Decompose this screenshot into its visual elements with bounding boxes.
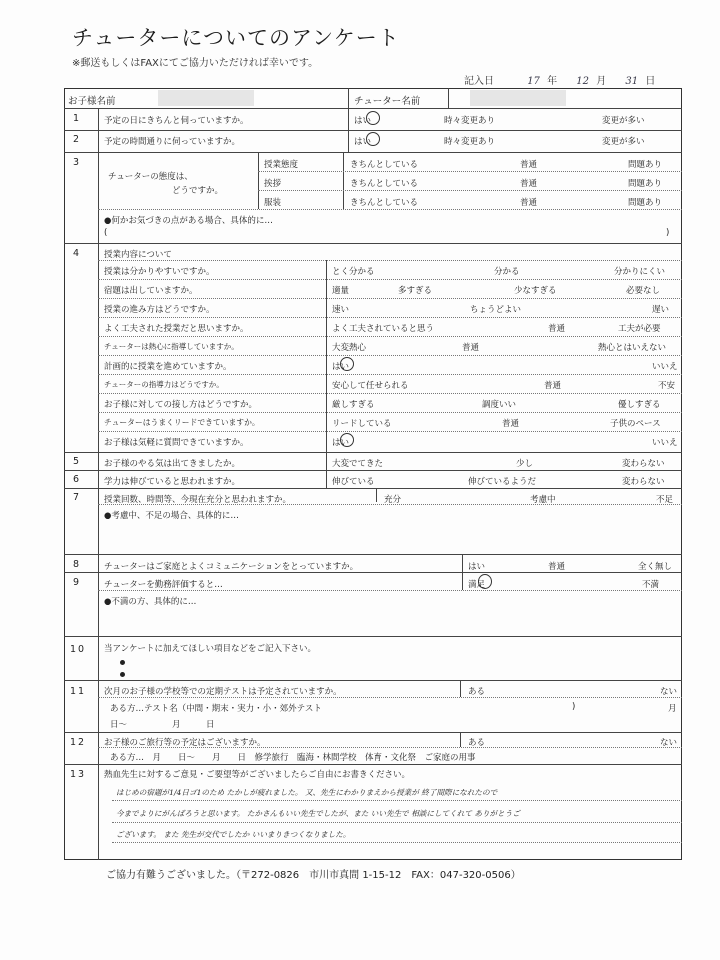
q9-option[interactable]: 不満 xyxy=(642,580,660,590)
q11-option-yes[interactable]: ある xyxy=(468,687,486,697)
q3-row-option[interactable]: 普通 xyxy=(520,198,538,208)
q4-question: お子様は気軽に質問できていますか。 xyxy=(104,438,249,448)
selection-circle xyxy=(366,132,380,146)
q4-question: よく工夫された授業だと思いますか。 xyxy=(104,324,249,334)
q4-option[interactable]: 子供のペース xyxy=(610,419,661,429)
q4-option[interactable]: 不安 xyxy=(658,381,676,391)
q9-question: チューターを勤務評価すると… xyxy=(104,580,223,590)
q4-option[interactable]: 普通 xyxy=(462,343,480,353)
bullet-point xyxy=(120,672,125,677)
q3-row-option[interactable]: 問題あり xyxy=(628,198,663,208)
q4-option[interactable]: ちょうどよい xyxy=(470,305,522,315)
q4-question: 宿題は出していますか。 xyxy=(104,286,198,296)
q4-option[interactable]: リードしている xyxy=(332,419,392,429)
q2-question: 予定の時間通りに伺っていますか。 xyxy=(104,137,241,147)
q9-option[interactable]: 満足 xyxy=(468,580,486,590)
q4-option[interactable]: いいえ xyxy=(652,362,678,372)
q3-question-line2: どうですか。 xyxy=(172,186,224,196)
q5-option[interactable]: 大変でてきた xyxy=(332,459,384,469)
q6-option[interactable]: 伸びている xyxy=(332,477,375,487)
q11-number: 11 xyxy=(70,686,87,697)
q6-option[interactable]: 伸びているようだ xyxy=(468,477,537,487)
q4-option[interactable]: 速い xyxy=(332,305,350,315)
q1-option-sometimes[interactable]: 時々変更あり xyxy=(444,116,496,126)
q3-row-option[interactable]: 問題あり xyxy=(628,179,663,189)
q12-question: お子様のご旅行等の予定はございますか。 xyxy=(104,738,266,748)
q4-option[interactable]: 大変熱心 xyxy=(332,343,367,353)
q7-option[interactable]: 考慮中 xyxy=(530,495,556,505)
q7-number: 7 xyxy=(73,492,80,503)
q13-comment-line: はじめの宿題が1/4日ゴ1のため たかしが疲れました。 又、先生にわかりまえから授業が 終了間際になれたので xyxy=(116,788,498,797)
selection-circle xyxy=(340,357,354,371)
q3-row-option[interactable]: 問題あり xyxy=(628,160,663,170)
date-year-label: 年 xyxy=(547,76,558,87)
q11-paren-close: ) xyxy=(572,702,576,712)
date-month-label: 月 xyxy=(596,76,607,87)
q4-option[interactable]: 普通 xyxy=(544,381,562,391)
q4-option[interactable]: 必要なし xyxy=(626,286,661,296)
q11-test-name: ある方…テスト名（中間・期末・実力・小・郊外テスト xyxy=(110,704,322,714)
q4-question: 授業は分かりやすいですか。 xyxy=(104,267,215,277)
q3-paren-close: ) xyxy=(666,228,670,238)
q3-row-label: 授業態度 xyxy=(264,160,299,170)
q3-note: ●何かお気づきの点がある場合、具体的に… xyxy=(104,216,273,226)
page-subtitle: ※郵送もしくはFAXにてご協力いただければ幸いです。 xyxy=(72,58,319,69)
date-day-label: 日 xyxy=(645,76,656,87)
q11-option-no[interactable]: ない xyxy=(660,687,678,697)
q4-option[interactable]: いいえ xyxy=(652,438,678,448)
q5-option[interactable]: 変わらない xyxy=(622,459,665,469)
q6-question: 学力は伸びていると思われますか。 xyxy=(104,477,241,487)
q4-question: チューターの指導力はどうですか。 xyxy=(104,380,224,389)
q4-number: 4 xyxy=(73,248,80,259)
q11-question: 次月のお子様の学校等での定期テストは予定されていますか。 xyxy=(104,687,342,697)
q7-note: ●考慮中、不足の場合、具体的に… xyxy=(104,511,239,521)
q2-option-yes[interactable]: はい xyxy=(354,137,372,147)
q4-question: チューターは熱心に指導していますか。 xyxy=(104,342,239,351)
q1-option-often[interactable]: 変更が多い xyxy=(602,116,645,126)
q9-note: ●不満の方、具体的に… xyxy=(104,597,197,607)
q3-row-option[interactable]: きちんとしている xyxy=(350,160,419,170)
q12-option-yes[interactable]: ある xyxy=(468,738,486,748)
q3-row-label: 服装 xyxy=(264,198,282,208)
q4-option[interactable]: とく分かる xyxy=(332,267,375,277)
q8-option[interactable]: はい xyxy=(468,562,486,572)
q4-option[interactable]: 工夫が必要 xyxy=(618,324,661,334)
selection-circle xyxy=(478,574,492,589)
date-month: 12 xyxy=(576,76,590,87)
selection-circle xyxy=(366,111,380,125)
date-year: 17 xyxy=(527,76,540,87)
q4-option[interactable]: 分かる xyxy=(494,267,520,277)
q3-question-line1: チューターの態度は、 xyxy=(108,172,193,182)
q3-row-option[interactable]: 普通 xyxy=(520,160,538,170)
date-day: 31 xyxy=(625,76,639,87)
q8-option[interactable]: 全く無し xyxy=(638,562,673,572)
q3-paren-open: ( xyxy=(104,228,108,238)
footer-contact: ご協力有難うございました。（〒272-0826 市川市真間 1-15-12 FAX：047-320-0506） xyxy=(106,870,521,881)
q2-option-often[interactable]: 変更が多い xyxy=(602,137,645,147)
q13-question: 熱血先生に対するご意見・ご要望等がございましたらご自由にお書きください。 xyxy=(104,770,411,780)
q4-heading: 授業内容について xyxy=(104,250,172,260)
tutor-name-redacted xyxy=(470,90,566,106)
q4-option[interactable]: はい xyxy=(332,362,350,372)
child-name-label: お子様名前 xyxy=(68,96,116,107)
q1-option-yes[interactable]: はい xyxy=(354,116,372,126)
q12-number: 12 xyxy=(70,737,87,748)
selection-circle xyxy=(340,433,354,447)
q8-number: 8 xyxy=(73,559,80,570)
q8-question: チューターはご家庭とよくコミュニケーションをとっていますか。 xyxy=(104,562,359,572)
q4-option[interactable]: 調度いい xyxy=(482,400,517,410)
q4-option[interactable]: よく工夫されていると思う xyxy=(332,324,435,334)
q12-option-no[interactable]: ない xyxy=(660,738,678,748)
q6-option[interactable]: 変わらない xyxy=(622,477,665,487)
q5-number: 5 xyxy=(73,456,80,467)
q1-number: 1 xyxy=(73,113,80,124)
q4-question: お子様に対しての接し方はどうですか。 xyxy=(104,400,258,410)
q11-month-label: 月 xyxy=(668,704,677,714)
q3-row-option[interactable]: きちんとしている xyxy=(350,179,419,189)
q11-day-to: 日 xyxy=(206,720,215,730)
q4-question: 計画的に授業を進めていますか。 xyxy=(104,362,232,372)
q4-option[interactable]: 多すぎる xyxy=(398,286,433,296)
q5-option[interactable]: 少し xyxy=(516,459,534,469)
tutor-name-label: チューター名前 xyxy=(354,96,421,107)
date-label: 記入日 xyxy=(464,76,494,87)
q7-question: 授業回数、時間等、今現在充分と思われますか。 xyxy=(104,495,292,505)
q4-option[interactable]: 安心して任せられる xyxy=(332,381,409,391)
q4-option[interactable]: 適量 xyxy=(332,286,350,296)
q4-option[interactable]: はい xyxy=(332,438,350,448)
q8-option[interactable]: 普通 xyxy=(548,562,566,572)
q3-row-label: 挨拶 xyxy=(264,179,282,189)
q11-month-to: 月 xyxy=(172,720,181,730)
q7-option[interactable]: 充分 xyxy=(384,495,402,505)
q13-comment-line: ございます。 また 先生が交代でしたか いいまりきつくなりました。 xyxy=(116,830,351,839)
q4-question: 授業の進み方はどうですか。 xyxy=(104,305,215,315)
q4-option[interactable]: 熱心とはいえない xyxy=(598,343,667,353)
q4-option[interactable]: 優しすぎる xyxy=(618,400,661,410)
q4-option[interactable]: 遅い xyxy=(652,305,670,315)
q3-row-option[interactable]: きちんとしている xyxy=(350,198,419,208)
q4-option[interactable]: 普通 xyxy=(502,419,520,429)
q4-option[interactable]: 普通 xyxy=(548,324,566,334)
q5-question: お子様のやる気は出てきましたか。 xyxy=(104,459,241,469)
q13-comment-line: 今までよりにがんばろうと思います。 たかさんもいい先生でしたが、また いい先生で 相談にしてくれて ありがとうご xyxy=(116,809,520,818)
q4-option[interactable]: 少なすぎる xyxy=(514,286,557,296)
q10-question: 当アンケートに加えてほしい項目などをご記入下さい。 xyxy=(104,644,316,654)
q3-row-option[interactable]: 普通 xyxy=(520,179,538,189)
q7-option[interactable]: 不足 xyxy=(656,495,674,505)
date-field xyxy=(464,72,659,87)
bullet-point xyxy=(120,660,125,665)
q12-trip-details: ある方… 月 日～ 月 日 修学旅行 臨海・林間学校 体育・文化祭 ご家庭の用事 xyxy=(110,753,476,763)
q1-question: 予定の日にきちんと伺っていますか。 xyxy=(104,116,249,126)
q13-number: 13 xyxy=(70,769,87,780)
q2-number: 2 xyxy=(73,134,80,145)
q2-option-sometimes[interactable]: 時々変更あり xyxy=(444,137,496,147)
q10-number: 10 xyxy=(70,644,87,655)
q4-question: チューターはうまくリードできていますか。 xyxy=(104,418,260,427)
q4-option[interactable]: 分かりにくい xyxy=(614,267,666,277)
q4-option[interactable]: 厳しすぎる xyxy=(332,400,375,410)
q6-number: 6 xyxy=(73,474,80,485)
q11-day-from: 日～ xyxy=(110,720,128,730)
q9-number: 9 xyxy=(73,577,80,588)
q3-number: 3 xyxy=(73,157,80,168)
child-name-redacted xyxy=(158,90,254,106)
page-title: チューターについてのアンケート xyxy=(72,26,400,50)
